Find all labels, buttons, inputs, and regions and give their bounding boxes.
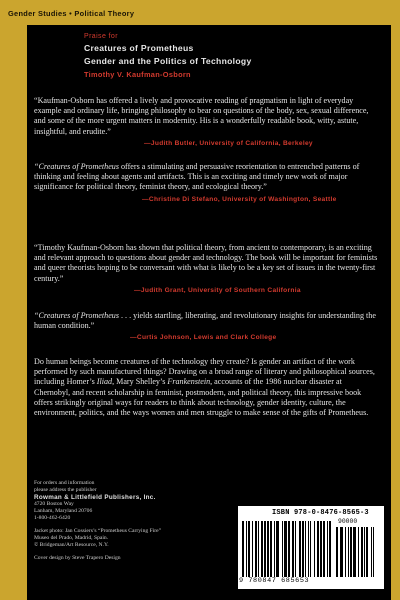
orders-line: please address the publisher [34,487,97,493]
blurb-attribution: —Judith Grant, University of Southern California [134,286,301,294]
blurb-italic-title: “Creatures of Prometheus [34,162,119,171]
ean-number: 9 780847 685653 [239,577,310,585]
jacket-credit: Museo del Prado, Madrid, Spain. [34,535,109,541]
blurb-attribution: —Judith Butler, University of California, Berkeley [144,139,313,147]
jacket-credit: © Bridgeman/Art Resource, N.Y. [34,542,109,548]
isbn-label: ISBN 978-0-8476-8565-3 [272,509,369,517]
blurb-body: offers a stimulating and persuasive reorientation to entrenched patterns of thinking and feeling about agents and artifacts. This is an exciting and timely new work of major significance for political theory, feminist theory, and ecological theory.” [34,162,360,192]
jacket-credit: Jacket photo: Jan Cossiers’s “Prometheus Carrying Fire” [34,528,162,534]
design-credit: Cover design by Steve Trapero Design [34,555,121,561]
blurb-text: “Kaufman-Osborn has offered a lively and provocative reading of pragmatism in light of everyday example and ordinary life, bringing philosophy to bear on questions of the body, sex, sexual difference, and some of the more urgent matters in modernity. His is a wonderfully readable book, witty, astute, insightful, and erudite.” [34,96,369,136]
blurb-italic-title: “Creatures of Prometheus [34,311,119,320]
book-description: Do human beings become creatures of the technology they create? Is gender an artifact of the work performed by such manufactured things? Drawing on a broad range of literary and philosophical sources, including Homer’s Iliad, Mary Shelley’s Frankenstein, accounts of the 1986 nuclear disaster at Chernobyl, and recent scholarship in feminist, postmodern, and political theory, this impressive book offers strikingly original ways for readers to think about technology, gender identity, culture, the environment, politics, and the ways women and men struggle to make sense of the gifts of Prometheus. [34,357,375,418]
barcode-box [238,506,384,589]
orders-line: For orders and information [34,480,95,486]
publisher-info [34,480,234,562]
blurb-grant [34,243,378,296]
blurb-body: . . . yields startling, liberating, and revolutionary insights for understanding the human condition.” [34,311,376,331]
book-subtitle: Gender and the Politics of Technology [84,56,252,66]
iliad-title: Iliad [96,377,113,387]
book-title: Creatures of Prometheus [84,43,194,53]
category-label: Gender Studies • Political Theory [8,9,135,18]
publisher-phone: 1-800-462-6420 [34,515,71,521]
publisher-name: Rowman & Littlefield Publishers, Inc. [34,494,156,501]
blurb-text [34,311,378,331]
publisher-address: 4720 Boston Way [34,501,74,507]
blurb-attribution: —Christine Di Stefano, University of Washington, Seattle [142,195,337,203]
price-barcode-icon [336,527,376,579]
publisher-address: Lanham, Maryland 20706 [34,508,93,514]
blurb-butler [34,96,378,149]
praise-header [84,33,384,79]
blurb-attribution: —Curtis Johnson, Lewis and Clark College [130,334,277,342]
price-addon-number: 90000 [338,518,358,525]
blurb-di-stefano [34,162,378,205]
blurb-johnson [34,311,378,344]
black-text-panel [27,25,391,600]
blurb-text [34,162,378,193]
frankenstein-title: Frankenstein [167,377,211,387]
blurb-text: “Timothy Kaufman-Osborn has shown that political theory, from ancient to contemporary, is an exciting and relevant approach to questions about gender and technology. The book will be important for feminists and queer theorists hoping to be conversant with what is likely to be a key set of issues in the twenty-first century.” [34,243,378,283]
barcode-icon [242,521,334,577]
praise-label: Praise for [84,33,118,40]
book-author: Timothy V. Kaufman-Osborn [84,70,191,79]
